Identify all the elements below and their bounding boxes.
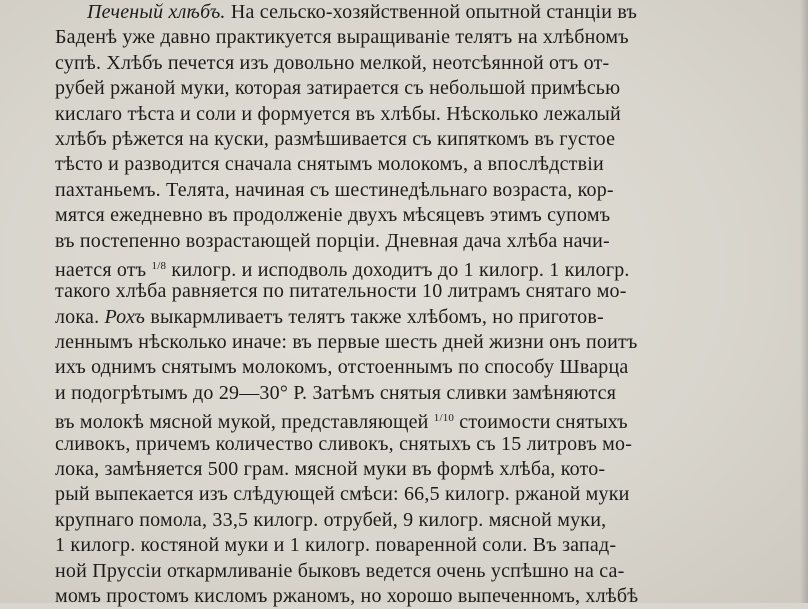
line-text: нается отъ bbox=[55, 258, 152, 281]
text-line: рубей ржаной муки, которая затирается съ небольшой примѣсью bbox=[55, 77, 621, 100]
text-line bbox=[55, 254, 795, 279]
line-text: стоимости снятыхъ bbox=[454, 411, 628, 434]
fraction: 1/8 bbox=[151, 259, 167, 272]
text-line: въ постепенно возрастающей порціи. Дневная дача хлѣба начи- bbox=[55, 229, 610, 252]
text-line: лока, замѣняется 500 грам. мясной муки въ формѣ хлѣба, кото- bbox=[55, 458, 606, 481]
line-text: На сельско-хозяйственной опытной станціи въ bbox=[225, 1, 638, 23]
line-text: выкармливаетъ телятъ также хлѣбомъ, но приготов- bbox=[145, 305, 604, 328]
text-line: ной Пруссіи откармливаніе быковъ ведется очень успѣшно на са- bbox=[55, 559, 625, 582]
line-text: лока. bbox=[55, 305, 105, 328]
fraction: 1/10 bbox=[433, 412, 455, 425]
text-line: супѣ. Хлѣбъ печется изъ довольно мелкой, неотсѣянной отъ от- bbox=[55, 51, 610, 74]
text-line: сливокъ, причемъ количество сливокъ, снятыхъ съ 15 литровъ мо- bbox=[55, 432, 633, 455]
text-line: Баденѣ уже давно практикуется выращиваніе телятъ на хлѣбномъ bbox=[55, 26, 629, 49]
author-name: Рохъ bbox=[104, 305, 146, 328]
text-line bbox=[55, 0, 795, 25]
text-line: такого хлѣба равняется по питательности 10 литрамъ снятаго мо- bbox=[55, 280, 627, 303]
text-line: кислаго тѣста и соли и формуется въ хлѣбы. Нѣсколько лежалый bbox=[55, 102, 621, 125]
section-heading: Печеный хлѣбъ. bbox=[87, 1, 226, 23]
text-line: рый выпекается изъ слѣдующей смѣси: 66,5 килогр. ржаной муки bbox=[55, 483, 630, 506]
line-text: килогр. и исподволь доходитъ до 1 килогр. 1 килогр. bbox=[166, 258, 630, 281]
text-line bbox=[55, 406, 795, 434]
text-line: и подогрѣтымъ до 29—30° Р. Затѣмъ снятыя сливки замѣняются bbox=[55, 381, 617, 404]
text-line: момъ простомъ кисломъ ржаномъ, но хорошо выпеченномъ, хлѣбѣ bbox=[55, 584, 639, 607]
text-line: 1 килогр. костяной муки и 1 килогр. поваренной соли. Въ запад- bbox=[55, 534, 617, 557]
line-text: въ молокѣ мясной мукой, представляющей bbox=[55, 411, 434, 434]
text-line: хлѣбъ рѣжется на куски, размѣшивается съ кипяткомъ въ густое bbox=[55, 127, 616, 150]
text-line: крупнаго помола, 33,5 килогр. отрубей, 9 килогр. мясной муки, bbox=[55, 508, 607, 531]
text-line bbox=[55, 305, 795, 330]
paragraph bbox=[55, 0, 795, 609]
text-line: леннымъ нѣсколько иначе: въ первые шесть дней жизни онъ поитъ bbox=[55, 331, 638, 354]
text-line: мятся ежедневно въ продолженіе двухъ мѣсяцевъ этимъ супомъ bbox=[55, 204, 611, 227]
text-line: тѣсто и разводится сначала снятымъ молокомъ, а впослѣдствіи bbox=[55, 153, 604, 176]
text-line: пахтаньемъ. Телята, начиная съ шестинедѣльнаго возраста, кор- bbox=[55, 178, 614, 201]
page-edge-shadow bbox=[800, 0, 808, 603]
text-line: ихъ однимъ снятымъ молокомъ, отстоеннымъ по способу Шварца bbox=[55, 356, 629, 379]
